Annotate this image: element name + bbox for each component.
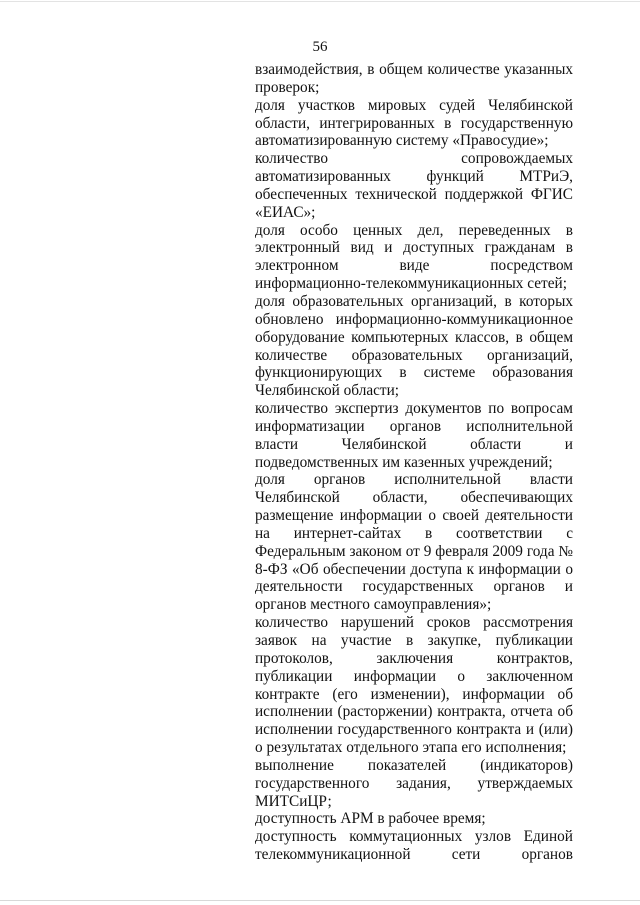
paragraph-11: доступность коммутационных узлов Единой телекоммуникационной сети органов bbox=[255, 828, 573, 864]
scan-edge-bottom bbox=[0, 900, 640, 901]
paragraph-9: выполнение показателей (индикаторов) государственного задания, утверждаемых МИТСиЦР; bbox=[255, 756, 573, 810]
document-body bbox=[255, 61, 573, 864]
paragraph-2: доля участков мировых судей Челябинской области, интегрированных в государственную автоматизированную систему «Правосудие»; bbox=[255, 96, 573, 150]
paragraph-1: взаимодействия, в общем количестве указанных проверок; bbox=[255, 61, 573, 96]
paragraph-4: доля особо ценных дел, переведенных в электронный вид и доступных гражданам в электронном виде посредством информационно-телекоммуникационных сетей; bbox=[255, 221, 573, 293]
paragraph-10: доступность АРМ в рабочее время; bbox=[255, 810, 486, 828]
paragraph-7: доля органов исполнительной власти Челябинской области, обеспечивающих размещение информации о своей деятельности на интернет-сайтах в соответствии с Федеральным законом от 9 февраля 2009 года № 8-ФЗ «Об обеспечении доступа к информации о деятельности государственных органов и органов местного самоуправления»; bbox=[255, 471, 573, 614]
paragraph-5: доля образовательных организаций, в которых обновлено информационно-коммуникационное оборудование компьютерных классов, в общем количестве образовательных организаций, функционирующих в системе образования Челябинской области; bbox=[255, 292, 573, 400]
paragraph-8: количество нарушений сроков рассмотрения заявок на участие в закупке, публикации протоколов, заключения контрактов, публикации информации о заключенном контракте (его изменении), информации об исполнении (расторжении) контракта, отчета об исполнении государственного контракта и (или) о результатах отдельного этапа его исполнения; bbox=[255, 614, 573, 757]
paragraph-3: количество сопровождаемых автоматизированных функций МТРиЭ, обеспеченных технической поддержкой ФГИС «ЕИАС»; bbox=[255, 150, 573, 221]
page-number: 56 bbox=[312, 39, 328, 55]
scan-edge-top bbox=[0, 1, 640, 2]
paragraph-6: количество экспертиз документов по вопросам информатизации органов исполнительной власти Челябинской области и подведомственных им казенных учреждений; bbox=[255, 400, 573, 471]
